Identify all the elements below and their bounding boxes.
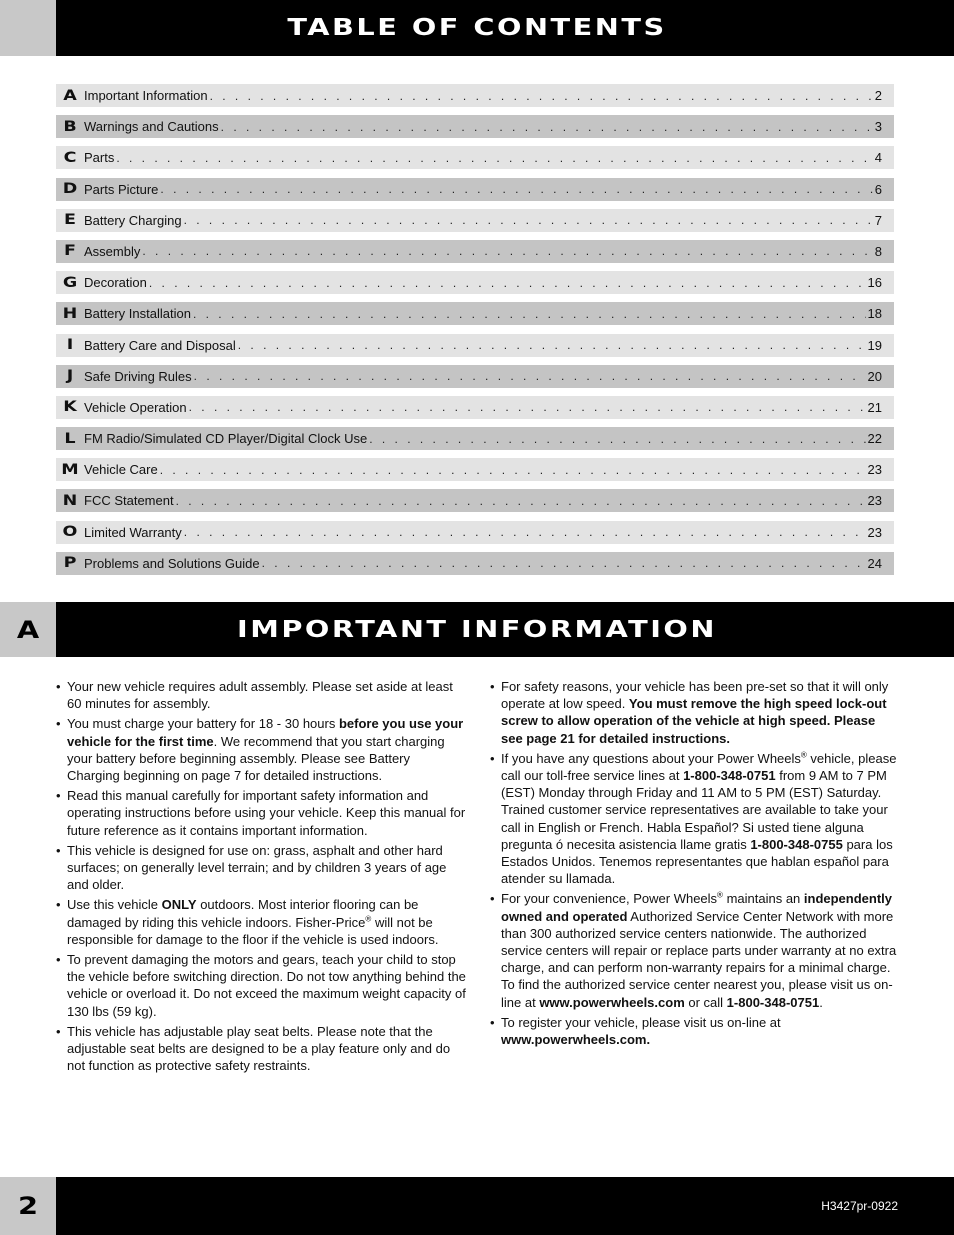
bold-text: www.powerwheels.com. <box>501 1032 651 1048</box>
toc-entry-label: Vehicle Operation <box>84 399 187 415</box>
bullet-item <box>56 842 466 894</box>
toc-entry-page: 18 <box>867 306 882 322</box>
bullet-item <box>56 678 466 712</box>
toc-dot-leader <box>149 276 866 290</box>
body-text: Use this vehicle <box>67 897 162 913</box>
body-text: This vehicle is designed for use on: grass, asphalt and other hard surfaces; on generally level terrain; and by children 3 years of age and older. <box>67 842 447 893</box>
bold-text: You must remove the high speed lock-out screw to allow operation of the vehicle at high speed. Please see page 21 for detailed instructions. <box>501 696 887 746</box>
bullet-marker: • <box>56 897 61 913</box>
bullet-item <box>56 787 466 839</box>
toc-dot-leader <box>176 494 866 508</box>
bold-text: www.powerwheels.com <box>539 994 685 1010</box>
toc-entry-label: Assembly <box>84 243 141 259</box>
body-text: To register your vehicle, please visit us on-line at <box>501 1014 781 1030</box>
toc-entry-label: Important Information <box>84 88 208 103</box>
section-title: IMPORTANT INFORMATION <box>237 616 717 643</box>
bullet-item <box>56 1023 466 1075</box>
toc-entry[interactable] <box>56 396 894 419</box>
body-text: For safety reasons, your vehicle has been pre-set so that it will only operate at low speed. <box>501 679 889 712</box>
body-text: maintains an <box>722 891 804 907</box>
registered-mark: ® <box>800 750 807 760</box>
body-text: or call <box>684 994 727 1010</box>
right-bullet-list <box>490 678 898 1048</box>
toc-entry[interactable] <box>56 271 894 294</box>
toc-entry[interactable] <box>56 178 894 201</box>
toc-header-bar <box>0 0 954 56</box>
toc-entry-letter: A <box>63 87 77 104</box>
toc-dot-leader <box>194 369 866 383</box>
toc-entry[interactable] <box>56 115 894 138</box>
page-number: 2 <box>17 1192 39 1220</box>
bold-text: 1-800-348-0751 <box>683 768 776 784</box>
toc-dot-leader <box>238 338 866 352</box>
toc-entry-label: Battery Care and Disposal <box>84 337 236 353</box>
body-text: outdoors. Most interior flooring can be damaged by riding this vehicle indoors. Fisher-Price <box>67 897 419 930</box>
toc-entry-label: FM Radio/Simulated CD Player/Digital Clock Use <box>84 431 368 447</box>
toc-dot-leader <box>210 89 873 103</box>
toc-dot-leader <box>189 400 866 414</box>
toc-dot-leader <box>160 182 872 196</box>
bold-text: 1-800-348-0755 <box>750 836 843 852</box>
toc-entry[interactable] <box>56 302 894 325</box>
body-text: will not be responsible for damage to the floor if the vehicle is used indoors. <box>67 914 439 947</box>
body-text: You must charge your battery for 18 - 30 hours <box>67 716 339 732</box>
bullet-marker: • <box>56 788 61 804</box>
toc-entry[interactable] <box>56 458 894 481</box>
bold-text: ONLY <box>161 897 197 913</box>
toc-entry[interactable] <box>56 521 894 544</box>
toc-entry-page: 3 <box>874 119 882 135</box>
bullet-marker: • <box>56 679 61 694</box>
toc-entry-letter: J <box>66 368 74 385</box>
registered-mark: ® <box>365 914 372 924</box>
bullet-marker: • <box>490 750 495 766</box>
toc-dot-leader <box>221 120 873 134</box>
body-text: This vehicle has adjustable play seat belts. Please note that the adjustable seat belts are designed to be a play feature only and do not function as protective safety restraints. <box>67 1023 451 1074</box>
bullet-item <box>490 890 898 1010</box>
body-text: To prevent damaging the motors and gears, teach your child to stop the vehicle before switching direction. Do not tow anything behind the vehicle or overload it. Do not exceed the maximum weight capacity of 130 lbs (59 kg). <box>67 952 466 1019</box>
toc-entry-letter: L <box>64 430 76 447</box>
toc-dot-leader <box>116 151 872 165</box>
toc-entry-letter: M <box>61 461 79 478</box>
toc-dot-leader <box>184 525 866 539</box>
left-bullet-list <box>56 678 466 1074</box>
toc-entry-page: 8 <box>874 243 882 259</box>
toc-entry[interactable] <box>56 84 894 107</box>
toc-entry-letter: B <box>63 118 77 135</box>
toc-entry[interactable] <box>56 240 894 263</box>
toc-entry[interactable] <box>56 334 894 357</box>
toc-entry[interactable] <box>56 146 894 169</box>
toc-dot-leader <box>369 432 865 446</box>
toc-entry[interactable] <box>56 552 894 575</box>
bullet-item <box>56 896 466 948</box>
bold-text: 1-800-348-0751 <box>726 994 820 1010</box>
toc-entry-letter: E <box>64 212 76 229</box>
bullet-marker: • <box>56 842 61 858</box>
registered-mark: ® <box>717 891 723 901</box>
bullet-marker: • <box>56 1023 61 1039</box>
bullet-item <box>490 678 898 747</box>
body-text: para los Estados Unidos. Tenemos representantes que hablan español para atender su llamada. <box>501 836 893 887</box>
toc-entry-label: Limited Warranty <box>84 524 182 540</box>
toc-entry-letter: H <box>62 305 78 322</box>
toc-entry-letter: O <box>62 524 78 541</box>
toc-dot-leader <box>184 213 873 227</box>
toc-entry-letter: D <box>62 181 78 198</box>
body-text: Your new vehicle requires adult assembly. Please set aside at least 60 minutes for assembly. <box>67 679 453 712</box>
toc-entry-letter: C <box>63 149 77 166</box>
body-text: . <box>819 994 823 1010</box>
toc-entry-label: Battery Charging <box>84 212 182 228</box>
bullet-marker: • <box>490 891 495 907</box>
bullet-marker: • <box>490 679 495 694</box>
toc-entry-page: 23 <box>867 524 882 540</box>
toc-entry-page: 21 <box>867 399 882 415</box>
table-of-contents <box>56 84 894 583</box>
right-column <box>490 678 898 1051</box>
toc-entry-label: Vehicle Care <box>84 462 158 478</box>
bullet-item <box>56 715 466 784</box>
toc-entry-page: 4 <box>874 150 882 166</box>
toc-entry[interactable] <box>56 427 894 450</box>
toc-entry-label: Warnings and Cautions <box>84 119 219 135</box>
bullet-marker: • <box>56 716 61 732</box>
toc-entry-letter: I <box>66 337 74 353</box>
body-text: vehicle, please call our toll-free service lines at <box>501 750 897 784</box>
toc-dot-leader <box>262 556 866 570</box>
toc-entry-page: 7 <box>874 212 882 228</box>
toc-entry-label: Problems and Solutions Guide <box>84 555 260 571</box>
toc-entry-label: Safe Driving Rules <box>84 368 192 384</box>
section-letter: A <box>16 615 40 644</box>
bullet-item <box>490 750 898 888</box>
toc-entry-letter: K <box>63 399 77 416</box>
toc-entry-label: Parts <box>84 150 115 166</box>
body-text: If you have any questions about your Power Wheels <box>501 750 801 766</box>
body-text: . We recommend that you start charging your battery before beginning assembly. Please see Battery Charging beginning on page 7 for detailed instructions. <box>67 733 445 784</box>
toc-entry-label: Decoration <box>84 275 147 291</box>
toc-dot-leader <box>160 463 866 477</box>
toc-entry-page: 2 <box>874 88 882 103</box>
toc-entry[interactable] <box>56 209 894 232</box>
toc-entry-page: 23 <box>867 493 882 509</box>
toc-entry[interactable] <box>56 489 894 512</box>
toc-entry-page: 6 <box>874 181 882 197</box>
toc-entry-page: 19 <box>867 337 882 353</box>
bold-text: before you use your vehicle for the first time <box>67 716 464 749</box>
toc-entry-page: 24 <box>867 555 882 571</box>
toc-entry-page: 22 <box>867 431 882 447</box>
bullet-marker: • <box>490 1014 495 1030</box>
bullet-marker: • <box>56 952 61 968</box>
footer-bar <box>0 1177 954 1235</box>
toc-entry-page: 16 <box>867 275 882 291</box>
toc-dot-leader <box>193 307 866 321</box>
toc-entry-letter: G <box>62 274 78 291</box>
bold-text: independently owned and operated <box>501 891 893 924</box>
toc-entry-page: 20 <box>867 368 882 384</box>
left-column <box>56 678 466 1077</box>
body-text: Read this manual carefully for important safety information and operating instructions before using your vehicle. Keep this manual for future reference as it contains important information. <box>67 788 466 838</box>
toc-entry-page: 23 <box>867 462 882 478</box>
toc-entry-label: Parts Picture <box>84 181 159 197</box>
toc-title: TABLE OF CONTENTS <box>287 15 667 41</box>
footer-background <box>56 1177 954 1235</box>
document-code: H3427pr-0922 <box>821 1199 898 1213</box>
body-text: Authorized Service Center Network with more than 300 authorized service centers nationwide. The authorized service centers will repair or replace parts under warranty at no extra charge, and can perform non-warranty repairs for a minimal charge. To find the authorized service center nearest you, please visit us on-line at <box>501 908 897 1010</box>
toc-entry-letter: F <box>64 243 76 260</box>
toc-dot-leader <box>142 244 872 258</box>
toc-entry-label: FCC Statement <box>84 493 174 509</box>
section-header-bar <box>0 602 954 657</box>
bullet-item <box>490 1014 898 1048</box>
body-text: For your convenience, Power Wheels <box>501 891 718 907</box>
bullet-item <box>56 951 466 1020</box>
toc-entry-letter: P <box>63 555 77 572</box>
toc-entry[interactable] <box>56 365 894 388</box>
body-text: from 9 AM to 7 PM (EST) Monday through Friday and 11 AM to 5 PM (EST) Saturday. Trained customer service representatives are available to take your call in English or French. Habla Español? Si usted tiene alguna pregunta ó necesita asistencia llame gratis <box>501 768 888 852</box>
toc-entry-label: Battery Installation <box>84 306 191 322</box>
toc-entry-letter: N <box>62 492 78 509</box>
